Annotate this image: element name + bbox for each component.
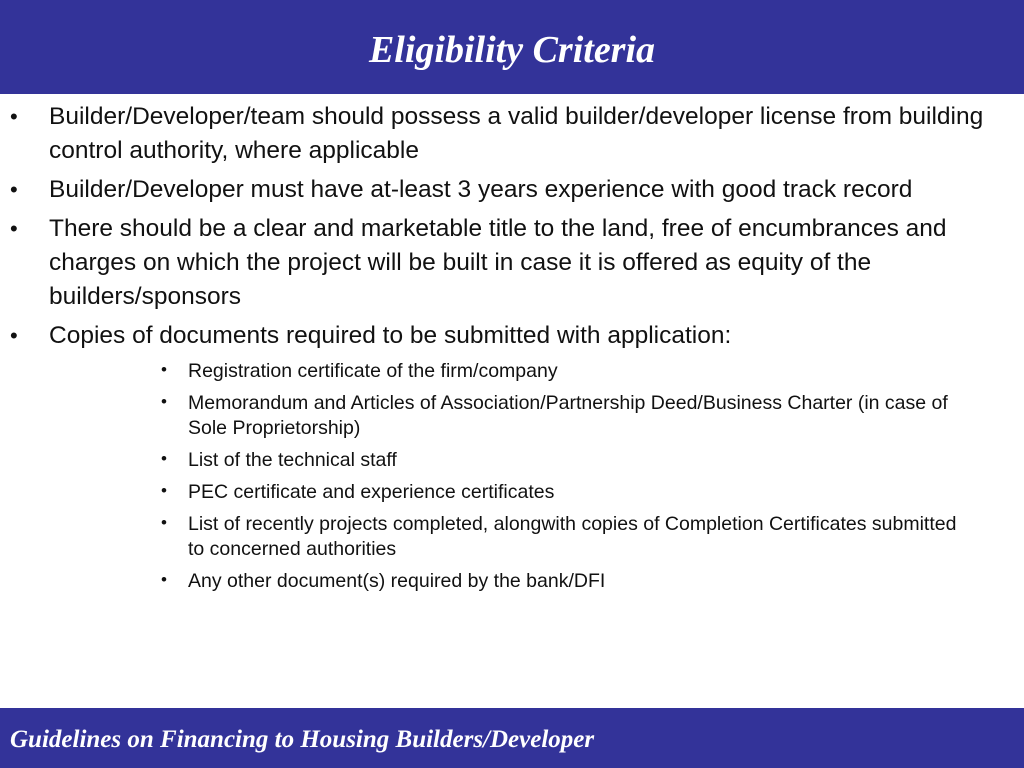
bullet-item (0, 173, 1024, 207)
slide-title: Eligibility Criteria (368, 29, 656, 71)
sub-bullet-item (49, 569, 984, 594)
sub-bullet-item (49, 480, 984, 505)
bullet-icon: • (10, 177, 18, 202)
sub-bullet-icon: • (161, 570, 167, 589)
bullet-text: Builder/Developer/team should possess a valid builder/developer license from building control authority, where applicable (49, 103, 984, 164)
bullet-item (0, 212, 1024, 314)
sub-bullet-list (49, 359, 984, 594)
bullet-item (0, 100, 1024, 168)
sub-bullet-icon: • (161, 449, 167, 468)
bullet-list (0, 100, 1024, 594)
footer-bar (0, 708, 1024, 768)
sub-bullet-text: List of recently projects completed, alongwith copies of Completion Certificates submitted to concerned authorities (188, 513, 957, 560)
sub-bullet-item (49, 448, 984, 473)
sub-bullet-item (49, 512, 984, 562)
bullet-icon: • (10, 216, 18, 241)
sub-bullet-icon: • (161, 392, 167, 411)
title-bar (0, 0, 1024, 94)
bullet-text: Copies of documents required to be submitted with application: (49, 322, 732, 349)
sub-bullet-item (49, 359, 984, 384)
sub-bullet-icon: • (161, 513, 167, 532)
footer-text: Guidelines on Financing to Housing Builders/Developer (10, 726, 595, 753)
slide-content (0, 100, 1024, 601)
bullet-text: There should be a clear and marketable title to the land, free of encumbrances and charges on which the project will be built in case it is offered as equity of the builders/sponsors (49, 215, 947, 310)
bullet-icon: • (10, 104, 18, 129)
sub-bullet-text: Memorandum and Articles of Association/Partnership Deed/Business Charter (in case of Sole Proprietorship) (188, 392, 948, 439)
sub-bullet-icon: • (161, 360, 167, 379)
sub-bullet-text: List of the technical staff (188, 449, 397, 471)
bullet-item (0, 319, 1024, 594)
sub-bullet-text: Registration certificate of the firm/company (188, 360, 558, 382)
sub-bullet-item (49, 391, 984, 441)
sub-bullet-text: Any other document(s) required by the bank/DFI (188, 570, 606, 592)
sub-bullet-icon: • (161, 481, 167, 500)
bullet-text: Builder/Developer must have at-least 3 years experience with good track record (49, 176, 913, 203)
bullet-icon: • (10, 323, 18, 348)
sub-bullet-text: PEC certificate and experience certificates (188, 481, 555, 503)
